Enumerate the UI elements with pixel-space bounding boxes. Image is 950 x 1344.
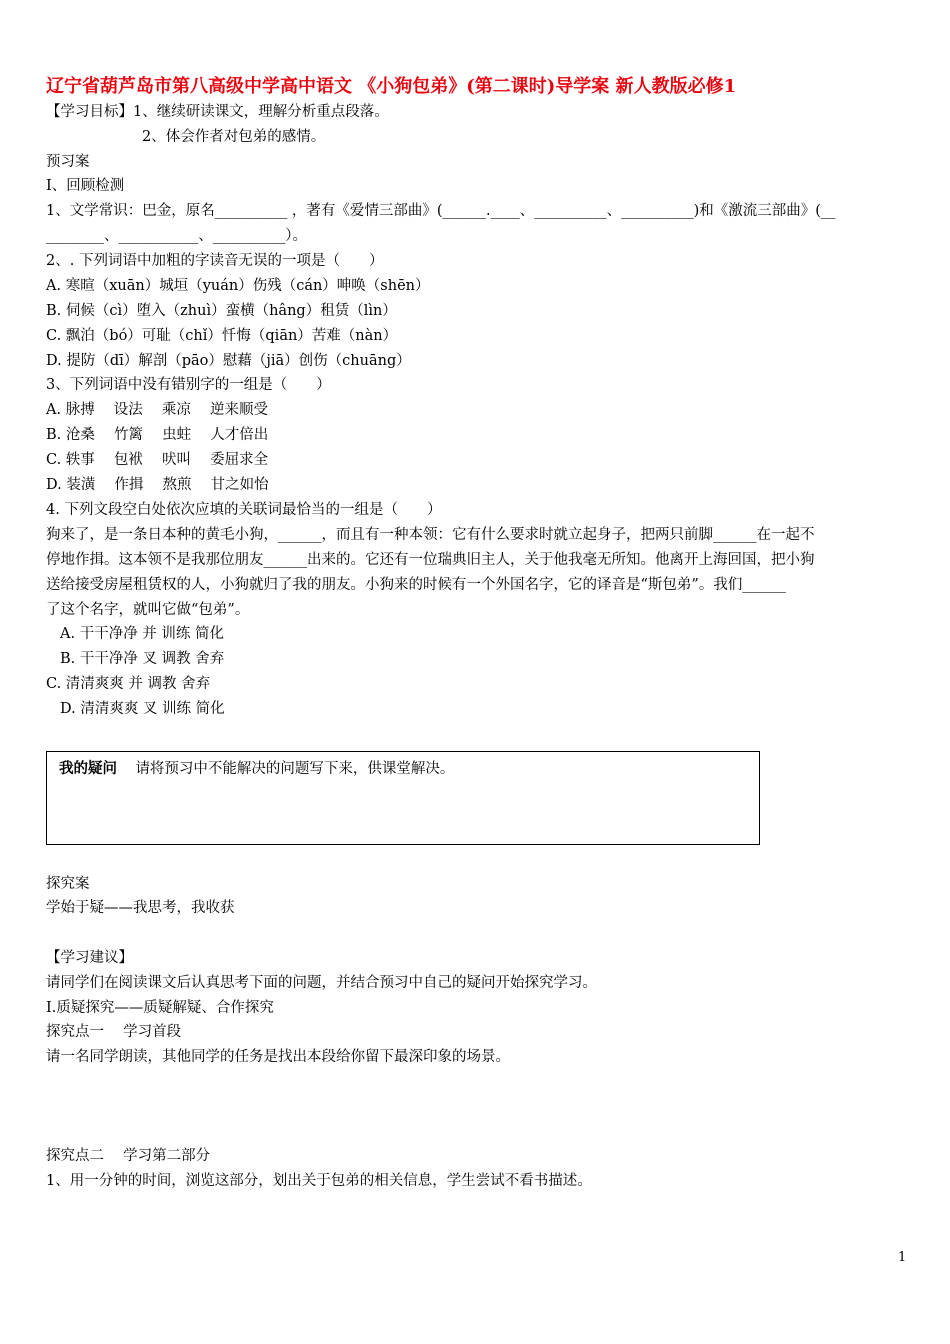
- inquiry-point-2-text: 1、用一分钟的时间，浏览这部分，划出关于包弟的相关信息，学生尝试不看书描述。: [46, 1173, 592, 1189]
- page-number: 1: [898, 1250, 907, 1265]
- question-1-line-1: 1、文学常识：巴金，原名__________ ，著有《爱情三部曲》(______.____、__________、__________)和《激流三部曲》(__: [46, 203, 836, 219]
- question-2-option-d: D. 提防（dī）解剖（pāo）慰藉（jiā）创伤（chuāng）: [46, 353, 411, 369]
- review-check-heading: Ⅰ、回顾检测: [46, 178, 125, 194]
- question-2-option-a: A. 寒暄（xuān）城垣（yuán）伤残（cán）呻唤（shēn）: [46, 278, 430, 294]
- learning-goals-line-2: 2、体会作者对包弟的感情。: [142, 129, 326, 145]
- question-4-option-a: A. 干干净净 并 训练 简化: [60, 626, 225, 642]
- question-3-option-b: B. 沧桑 竹篱 虫蛀 人才倍出: [46, 427, 269, 443]
- question-4-passage-line-3: 送给接受房屋租赁权的人，小狗就归了我的朋友。小狗来的时候有一个外国名字，它的译音是“斯包弟”。我们______: [46, 577, 786, 593]
- question-4-passage-line-2: 停地作揖。这本领不是我那位朋友______出来的。它还有一位瑞典旧主人，关于他我毫无所知。他离开上海回国，把小狗: [46, 552, 815, 568]
- question-3-option-d: D. 装潢 作揖 熬煎 甘之如怡: [46, 477, 269, 493]
- inquiry-point-1-text: 请一名同学朗读，其他同学的任务是找出本段给你留下最深印象的场景。: [46, 1049, 510, 1065]
- my-questions-prompt: 请将预习中不能解决的问题写下来，供课堂解决。: [135, 761, 455, 777]
- document-title: 辽宁省葫芦岛市第八高级中学高中语文 《小狗包弟》(第二课时)导学案 新人教版必修1: [46, 76, 737, 97]
- question-3: 3、下列词语中没有错别字的一组是（ ）: [46, 377, 331, 393]
- question-4-passage-line-1: 狗来了，是一条日本种的黄毛小狗，______，而且有一种本领：它有什么要求时就立起身子，把两只前脚______在一起不: [46, 527, 815, 543]
- question-4-passage-line-4: 了这个名字，就叫它做“包弟”。: [46, 602, 250, 618]
- question-1-line-2: ________、___________、__________）。: [46, 228, 307, 244]
- my-questions-label: 我的疑问: [59, 760, 117, 777]
- question-4-option-b: B. 干干净净 叉 调教 舍弃: [60, 651, 225, 667]
- inquiry-section-heading: Ⅰ.质疑探究——质疑解疑、合作探究: [46, 1000, 274, 1016]
- study-advice-heading: 【学习建议】: [46, 950, 133, 966]
- my-questions-box: [46, 751, 760, 845]
- explore-heading: 探究案: [46, 876, 90, 892]
- preview-heading: 预习案: [46, 154, 90, 170]
- question-4-option-d: D. 清清爽爽 叉 训练 简化: [60, 701, 225, 717]
- question-4: 4. 下列文段空白处依次应填的关联词最恰当的一组是（ ）: [46, 502, 442, 518]
- question-3-option-a: A. 脉搏 设法 乘凉 逆来顺受: [46, 402, 269, 418]
- question-3-option-c: C. 轶事 包袱 吠叫 委屈求全: [46, 452, 269, 468]
- learning-goals-line-1: 【学习目标】1、继续研读课文，理解分析重点段落。: [46, 104, 389, 120]
- study-advice-text: 请同学们在阅读课文后认真思考下面的问题，并结合预习中自己的疑问开始探究学习。: [46, 975, 597, 991]
- inquiry-point-2-title: 探究点二 学习第二部分: [46, 1148, 211, 1164]
- question-2-option-b: B. 伺候（cì）堕入（zhuì）蛮横（hâng）租赁（lìn）: [46, 303, 397, 319]
- explore-motto: 学始于疑——我思考，我收获: [46, 900, 235, 916]
- inquiry-point-1-title: 探究点一 学习首段: [46, 1024, 182, 1040]
- question-4-option-c: C. 清清爽爽 并 调教 舍弃: [46, 676, 211, 692]
- question-2-option-c: C. 飘泊（bó）可耻（chǐ）忏悔（qiān）苦难（nàn）: [46, 328, 398, 344]
- question-2: 2、. 下列词语中加粗的字读音无误的一项是（ ）: [46, 253, 384, 269]
- my-questions-header: [59, 759, 454, 779]
